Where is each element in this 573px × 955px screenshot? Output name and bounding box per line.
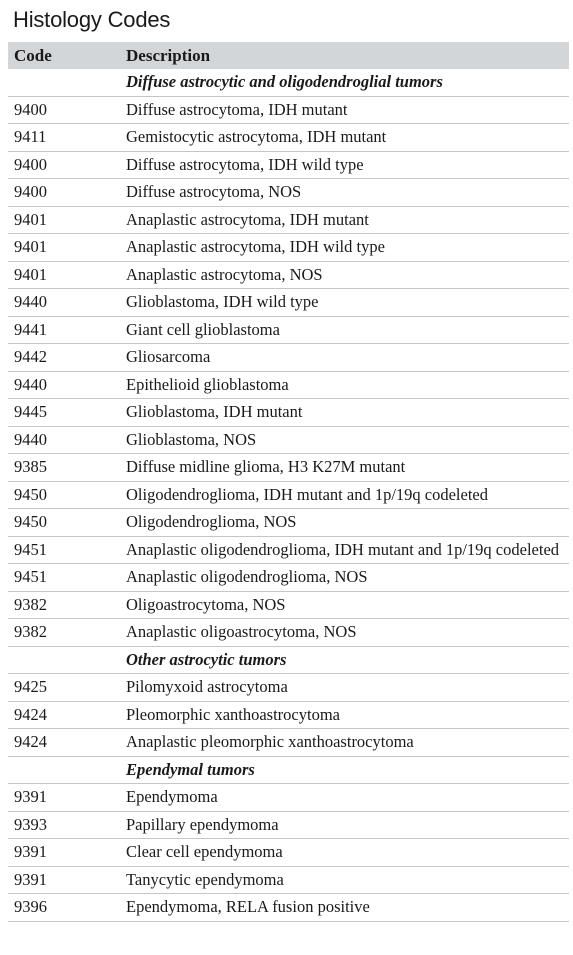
table-row: [8, 811, 569, 839]
cell-code: 9440: [8, 289, 120, 317]
cell-description: Glioblastoma, IDH mutant: [120, 399, 569, 427]
table-row: [8, 674, 569, 702]
cell-code: 9451: [8, 564, 120, 592]
cell-code: 9382: [8, 619, 120, 647]
table-row: [8, 316, 569, 344]
cell-code: 9393: [8, 811, 120, 839]
group-header-row: [8, 69, 569, 96]
cell-description: Ependymoma, RELA fusion positive: [120, 894, 569, 922]
cell-code: 9411: [8, 124, 120, 152]
cell-code: 9400: [8, 179, 120, 207]
column-header-description: Description: [120, 42, 569, 69]
cell-code: 9424: [8, 729, 120, 757]
cell-code: 9425: [8, 674, 120, 702]
table-row: [8, 261, 569, 289]
table-row: [8, 866, 569, 894]
table-row: [8, 124, 569, 152]
cell-description: Anaplastic astrocytoma, IDH mutant: [120, 206, 569, 234]
cell-description: Anaplastic astrocytoma, NOS: [120, 261, 569, 289]
cell-description: Glioblastoma, IDH wild type: [120, 289, 569, 317]
cell-description: Tanycytic ependymoma: [120, 866, 569, 894]
cell-code: 9391: [8, 866, 120, 894]
table-row: [8, 701, 569, 729]
table-row: [8, 481, 569, 509]
table-row: [8, 289, 569, 317]
cell-code: 9442: [8, 344, 120, 372]
cell-description: Diffuse astrocytoma, IDH mutant: [120, 96, 569, 124]
cell-code: 9391: [8, 839, 120, 867]
group-title: Diffuse astrocytic and oligodendroglial tumors: [120, 69, 569, 96]
histology-codes-table: [8, 42, 569, 922]
group-title: Other astrocytic tumors: [120, 646, 569, 674]
cell-code: [8, 646, 120, 674]
cell-code: 9450: [8, 509, 120, 537]
cell-description: Glioblastoma, NOS: [120, 426, 569, 454]
cell-description: Oligodendroglioma, IDH mutant and 1p/19q codeleted: [120, 481, 569, 509]
table-row: [8, 371, 569, 399]
table-header-row: [8, 42, 569, 69]
table-body: [8, 69, 569, 921]
cell-code: 9440: [8, 371, 120, 399]
cell-description: Diffuse midline glioma, H3 K27M mutant: [120, 454, 569, 482]
cell-code: 9385: [8, 454, 120, 482]
table-row: [8, 591, 569, 619]
cell-code: 9424: [8, 701, 120, 729]
cell-description: Anaplastic pleomorphic xanthoastrocytoma: [120, 729, 569, 757]
cell-code: 9451: [8, 536, 120, 564]
table-row: [8, 564, 569, 592]
cell-description: Ependymoma: [120, 784, 569, 812]
cell-description: Giant cell glioblastoma: [120, 316, 569, 344]
table-row: [8, 399, 569, 427]
page-title: Histology Codes: [13, 7, 171, 32]
cell-code: [8, 69, 120, 96]
cell-code: 9400: [8, 151, 120, 179]
group-title: Ependymal tumors: [120, 756, 569, 784]
cell-code: 9401: [8, 206, 120, 234]
cell-description: Pleomorphic xanthoastrocytoma: [120, 701, 569, 729]
cell-code: 9440: [8, 426, 120, 454]
cell-code: 9401: [8, 261, 120, 289]
table-row: [8, 426, 569, 454]
cell-description: Diffuse astrocytoma, NOS: [120, 179, 569, 207]
cell-code: 9441: [8, 316, 120, 344]
cell-code: 9382: [8, 591, 120, 619]
table-row: [8, 454, 569, 482]
table-row: [8, 784, 569, 812]
table-row: [8, 206, 569, 234]
cell-code: 9400: [8, 96, 120, 124]
cell-description: Anaplastic oligoastrocytoma, NOS: [120, 619, 569, 647]
cell-description: Clear cell ependymoma: [120, 839, 569, 867]
cell-description: Diffuse astrocytoma, IDH wild type: [120, 151, 569, 179]
table-row: [8, 729, 569, 757]
table-row: [8, 619, 569, 647]
cell-description: Anaplastic oligodendroglioma, IDH mutant and 1p/19q codeleted: [120, 536, 569, 564]
table-row: [8, 536, 569, 564]
column-header-code: Code: [8, 42, 120, 69]
cell-code: 9396: [8, 894, 120, 922]
cell-code: [8, 756, 120, 784]
table-row: [8, 234, 569, 262]
table-row: [8, 344, 569, 372]
cell-description: Anaplastic oligodendroglioma, NOS: [120, 564, 569, 592]
table-row: [8, 96, 569, 124]
cell-description: Gemistocytic astrocytoma, IDH mutant: [120, 124, 569, 152]
group-header-row: [8, 756, 569, 784]
cell-description: Oligodendroglioma, NOS: [120, 509, 569, 537]
group-header-row: [8, 646, 569, 674]
cell-code: 9450: [8, 481, 120, 509]
cell-code: 9391: [8, 784, 120, 812]
cell-description: Oligoastrocytoma, NOS: [120, 591, 569, 619]
cell-code: 9401: [8, 234, 120, 262]
cell-description: Gliosarcoma: [120, 344, 569, 372]
table-row: [8, 894, 569, 922]
table-row: [8, 151, 569, 179]
cell-code: 9445: [8, 399, 120, 427]
table-row: [8, 839, 569, 867]
table-row: [8, 509, 569, 537]
cell-description: Anaplastic astrocytoma, IDH wild type: [120, 234, 569, 262]
table-row: [8, 179, 569, 207]
cell-description: Pilomyxoid astrocytoma: [120, 674, 569, 702]
cell-description: Papillary ependymoma: [120, 811, 569, 839]
cell-description: Epithelioid glioblastoma: [120, 371, 569, 399]
